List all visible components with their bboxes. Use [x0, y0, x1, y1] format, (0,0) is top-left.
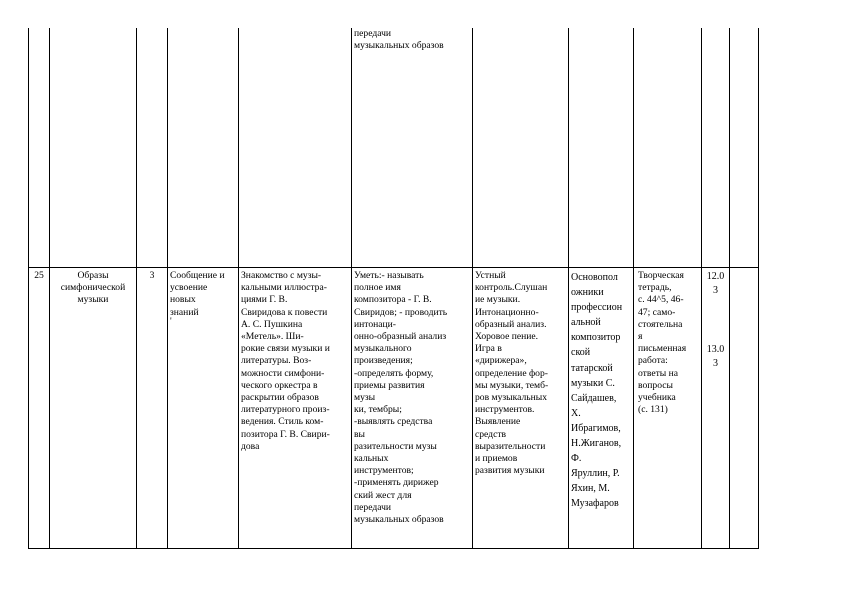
text-line: учебника [638, 392, 676, 404]
lesson-content [241, 270, 351, 453]
text-line: контроль.Слушан [475, 282, 548, 294]
text-line: композитора - Г. В. [354, 294, 432, 306]
text-line: Ф. [571, 453, 582, 465]
lesson-hours [137, 270, 167, 282]
text-line: ров музыкальных [475, 392, 548, 404]
text-line: Свиридов; - проводить [354, 306, 448, 318]
text-line: музыкального [354, 343, 412, 355]
text-line: (с. 131) [638, 404, 668, 416]
text-line: я [638, 331, 643, 343]
text-line: знаний [170, 306, 199, 318]
text-line: 3 [149, 270, 155, 281]
text-line: развития музыки [475, 465, 545, 477]
text-line: кальными иллюстра- [241, 282, 327, 294]
column-divider [28, 28, 29, 549]
text-line: Ибрагимов, [571, 422, 621, 434]
text-line: 3 [713, 285, 718, 296]
text-line: инструментов; [354, 465, 414, 477]
text-line: образный анализ. [475, 318, 547, 330]
lesson-topic [50, 270, 136, 307]
text-line: раскрытии образов [241, 392, 319, 404]
lesson-number [29, 270, 49, 282]
table-bottom-border [28, 548, 759, 549]
column-divider [136, 28, 137, 549]
lesson-homework [638, 270, 701, 416]
text-line: передачи [354, 28, 392, 39]
text-line: музы [354, 392, 376, 404]
text-line: Х. [571, 407, 581, 419]
text-line: ие музыки. [475, 294, 521, 306]
text-line: Образы [77, 270, 109, 281]
text-line: литературы. Воз- [241, 355, 312, 367]
lesson-regional-component [571, 270, 633, 512]
text-line: вы [354, 428, 365, 440]
text-line: 47; само- [638, 306, 676, 318]
text-line: Уметь:- называть [354, 270, 424, 281]
lesson-type [170, 270, 238, 325]
text-line: кальных [354, 453, 389, 465]
text-line: альной [571, 317, 601, 329]
column-divider [633, 28, 634, 549]
text-line: Хоровое пение. [475, 331, 539, 343]
text-line: стоятельна [638, 318, 683, 330]
text-line: Н.Жиганов, [571, 438, 622, 450]
text-line: ской [571, 347, 591, 359]
text-line: Творческая [638, 270, 684, 281]
text-line: Яхин, М. [571, 483, 610, 495]
text-line: Сайдашев, [571, 392, 617, 404]
text-line: мы музыки, темб- [475, 379, 549, 391]
text-line: тетрадь, [638, 282, 672, 294]
row-divider [28, 267, 759, 268]
text-line: передачи [354, 501, 392, 513]
column-divider [238, 28, 239, 549]
text-line: музыкальных образов [354, 514, 444, 526]
text-line: симфонической [60, 282, 126, 294]
text-line: разительности музы [354, 440, 437, 452]
text-line: «дирижера», [475, 355, 527, 367]
text-line: усвоение [170, 282, 208, 294]
text-line: Выявление [475, 416, 521, 428]
text-line: Яруллин, Р. [571, 468, 620, 480]
text-line: -выявлять средства [354, 416, 433, 428]
text-line: Музафаров [571, 498, 619, 510]
lesson-date-actual [702, 343, 729, 371]
text-line: ' [170, 315, 172, 327]
text-line: выразительности [475, 440, 546, 452]
text-line: 12.0 [706, 271, 725, 282]
text-line: Устный [475, 270, 506, 281]
text-line: профессион [571, 302, 623, 314]
column-divider [351, 28, 352, 549]
top-row-requirements-cell [354, 28, 470, 52]
text-line: ведения. Стиль ком- [241, 416, 324, 428]
text-line: произведения; [354, 355, 413, 367]
text-line: татарской [571, 362, 613, 374]
text-line: Интонационно- [475, 306, 539, 318]
text-line: 25 [34, 270, 44, 281]
text-line: ческого оркестра в [241, 379, 318, 391]
text-line: Сообщение и [170, 270, 225, 281]
column-divider [167, 28, 168, 549]
text-line: ответы на [638, 367, 679, 379]
text-line: приемы развития [354, 379, 425, 391]
text-line: Свиридова к повести [241, 306, 328, 318]
text-line: композитор [571, 332, 621, 344]
text-line: дова [241, 440, 260, 452]
text-line: ки, тембры; [354, 404, 402, 416]
text-line: можности симфони- [241, 367, 325, 379]
lesson-requirements [354, 270, 472, 526]
text-line: Основопол [571, 272, 618, 283]
text-line: рокие связи музыки и [241, 343, 330, 355]
text-line: Знакомство с музы- [241, 270, 322, 281]
text-line: литературного произ- [241, 404, 330, 416]
text-line: инструментов. [475, 404, 535, 416]
text-line: «Метель». Ши- [241, 331, 304, 343]
column-divider [729, 28, 730, 549]
lesson-date-planned [702, 270, 729, 298]
column-divider [758, 28, 759, 549]
text-line: новых [170, 294, 196, 306]
text-line: -применять дирижер [354, 477, 439, 489]
text-line: и приемов [475, 453, 518, 465]
text-line: интонаци- [354, 318, 396, 330]
column-divider [568, 28, 569, 549]
text-line: средств [475, 428, 507, 440]
text-line: письменная [638, 343, 687, 355]
column-divider [472, 28, 473, 549]
text-line: музыки [77, 294, 109, 306]
text-line: позитора Г. В. Свири- [241, 428, 330, 440]
lesson-control [475, 270, 568, 477]
text-line: циями Г. В. [241, 294, 288, 306]
text-line: полное имя [354, 282, 401, 294]
text-line: ожники [571, 287, 604, 299]
text-line: работа: [638, 355, 668, 367]
text-line: ский жест для [354, 489, 412, 501]
text-line: определение фор- [475, 367, 548, 379]
text-line: -определять форму, [354, 367, 434, 379]
text-line: 13.0 [706, 344, 725, 355]
text-line: вопросы [638, 379, 673, 391]
text-line: 3 [713, 358, 718, 369]
text-line: онно-образный анализ [354, 331, 447, 343]
text-line: музыки С. [571, 377, 615, 389]
text-line: с. 44^5, 46- [638, 294, 684, 306]
text-line: музыкальных образов [354, 40, 444, 52]
text-line: А. С. Пушкина [241, 318, 303, 330]
text-line: Игра в [475, 343, 502, 355]
